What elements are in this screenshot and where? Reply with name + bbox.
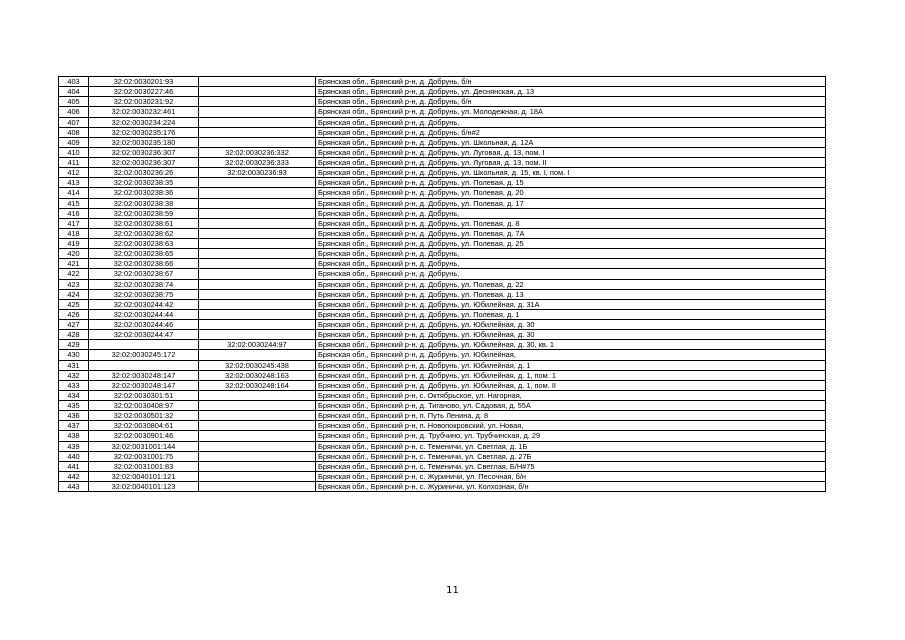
address-cell: Брянская обл., Брянский р-н, д. Добрунь, ул. Полевая, д. 7А: [316, 228, 826, 238]
table-row: [59, 340, 826, 350]
address-cell: Брянская обл., Брянский р-н, д. Добрунь,: [316, 259, 826, 269]
cadastral-number-cell: 32:02:0030245:172: [89, 350, 199, 360]
row-number-cell: 423: [59, 279, 89, 289]
cadastral-number-cell: 32:02:0030901:46: [89, 431, 199, 441]
related-cadastral-number-cell: [199, 239, 316, 249]
row-number-cell: 443: [59, 482, 89, 492]
table-row: [59, 431, 826, 441]
row-number-cell: 420: [59, 249, 89, 259]
cadastral-number-cell: 32:02:0030234:224: [89, 117, 199, 127]
related-cadastral-number-cell: [199, 107, 316, 117]
cadastral-number-cell: 32:02:0030227:46: [89, 87, 199, 97]
address-cell: Брянская обл., Брянский р-н, с. Журиничи, ул. Песочная, б/н: [316, 471, 826, 481]
cadastral-number-cell: 32:02:0030501:32: [89, 411, 199, 421]
property-register-table: [58, 76, 826, 492]
address-cell: Брянская обл., Брянский р-н, д. Добрунь, ул. Юбилейная, д. 1, пом. II: [316, 380, 826, 390]
address-cell: Брянская обл., Брянский р-н, п. Новопокровский, ул. Новая,: [316, 421, 826, 431]
row-number-cell: 424: [59, 289, 89, 299]
address-cell: Брянская обл., Брянский р-н, д. Добрунь, ул. Молодежная, д. 18А: [316, 107, 826, 117]
related-cadastral-number-cell: [199, 350, 316, 360]
table-row: [59, 441, 826, 451]
address-cell: Брянская обл., Брянский р-н, с. Теменичи, ул. Светлая, д. 1Б: [316, 441, 826, 451]
row-number-cell: 427: [59, 320, 89, 330]
cadastral-number-cell: 32:02:0030244:44: [89, 309, 199, 319]
table-row: [59, 461, 826, 471]
row-number-cell: 433: [59, 380, 89, 390]
table-row: [59, 350, 826, 360]
table-row: [59, 218, 826, 228]
table-row: [59, 77, 826, 87]
cadastral-number-cell: [89, 340, 199, 350]
row-number-cell: 438: [59, 431, 89, 441]
row-number-cell: 408: [59, 127, 89, 137]
cadastral-number-cell: 32:02:0030238:36: [89, 188, 199, 198]
cadastral-number-cell: 32:02:0030804:61: [89, 421, 199, 431]
table-row: [59, 279, 826, 289]
related-cadastral-number-cell: [199, 137, 316, 147]
address-cell: Брянская обл., Брянский р-н, д. Добрунь, ул. Полевая, д. 13: [316, 289, 826, 299]
row-number-cell: 428: [59, 330, 89, 340]
table-row: [59, 309, 826, 319]
address-cell: Брянская обл., Брянский р-н, д. Добрунь, ул. Луговая, д. 13, пом. I: [316, 147, 826, 157]
related-cadastral-number-cell: [199, 97, 316, 107]
address-cell: Брянская обл., Брянский р-н, д. Добрунь,: [316, 249, 826, 259]
table-row: [59, 299, 826, 309]
address-cell: Брянская обл., Брянский р-н, д. Добрунь, ул. Полевая, д. 17: [316, 198, 826, 208]
address-cell: Брянская обл., Брянский р-н, д. Добрунь, ул. Юбилейная, д. 1, пом. 1: [316, 370, 826, 380]
cadastral-number-cell: 32:02:0030238:75: [89, 289, 199, 299]
related-cadastral-number-cell: [199, 482, 316, 492]
address-cell: Брянская обл., Брянский р-н, д. Добрунь, б/н: [316, 97, 826, 107]
related-cadastral-number-cell: 32:02:0030236:332: [199, 147, 316, 157]
cadastral-number-cell: 32:02:0030238:61: [89, 218, 199, 228]
address-cell: Брянская обл., Брянский р-н, д. Добрунь, ул. Полевая, д. 25: [316, 239, 826, 249]
cadastral-number-cell: 32:02:0030235:176: [89, 127, 199, 137]
address-cell: Брянская обл., Брянский р-н, д. Добрунь,: [316, 269, 826, 279]
address-cell: Брянская обл., Брянский р-н, д. Добрунь, ул. Школьная, д. 12А: [316, 137, 826, 147]
related-cadastral-number-cell: [199, 461, 316, 471]
row-number-cell: 425: [59, 299, 89, 309]
table-row: [59, 158, 826, 168]
related-cadastral-number-cell: 32:02:0030248:164: [199, 380, 316, 390]
table-row: [59, 249, 826, 259]
cadastral-number-cell: 32:02:0040101:123: [89, 482, 199, 492]
address-cell: Брянская обл., Брянский р-н, с. Теменичи, ул. Светлая, д. 27Б: [316, 451, 826, 461]
row-number-cell: 439: [59, 441, 89, 451]
related-cadastral-number-cell: [199, 249, 316, 259]
related-cadastral-number-cell: [199, 188, 316, 198]
row-number-cell: 407: [59, 117, 89, 127]
table-row: [59, 188, 826, 198]
cadastral-number-cell: 32:02:0030232:461: [89, 107, 199, 117]
table-row: [59, 87, 826, 97]
cadastral-number-cell: 32:02:0030408:97: [89, 401, 199, 411]
row-number-cell: 409: [59, 137, 89, 147]
table-body: [59, 77, 826, 492]
cadastral-number-cell: 32:02:0030244:46: [89, 320, 199, 330]
cadastral-number-cell: 32:02:0030244:42: [89, 299, 199, 309]
row-number-cell: 412: [59, 168, 89, 178]
related-cadastral-number-cell: [199, 299, 316, 309]
address-cell: Брянская обл., Брянский р-н, д. Добрунь, ул. Полевая, д. 15: [316, 178, 826, 188]
address-cell: Брянская обл., Брянский р-н, д. Добрунь, ул. Деснянская, д. 13: [316, 87, 826, 97]
related-cadastral-number-cell: [199, 208, 316, 218]
row-number-cell: 429: [59, 340, 89, 350]
row-number-cell: 419: [59, 239, 89, 249]
related-cadastral-number-cell: [199, 421, 316, 431]
address-cell: Брянская обл., Брянский р-н, д. Добрунь, ул. Полевая, д. 20: [316, 188, 826, 198]
row-number-cell: 421: [59, 259, 89, 269]
table-row: [59, 451, 826, 461]
row-number-cell: 440: [59, 451, 89, 461]
row-number-cell: 413: [59, 178, 89, 188]
cadastral-number-cell: 32:02:0030248:147: [89, 370, 199, 380]
table-row: [59, 370, 826, 380]
related-cadastral-number-cell: [199, 320, 316, 330]
table-row: [59, 482, 826, 492]
address-cell: Брянская обл., Брянский р-н, д. Добрунь, б/н: [316, 77, 826, 87]
row-number-cell: 406: [59, 107, 89, 117]
address-cell: Брянская обл., Брянский р-н, п. Путь Ленина, д. 8: [316, 411, 826, 421]
related-cadastral-number-cell: [199, 228, 316, 238]
table-row: [59, 401, 826, 411]
related-cadastral-number-cell: 32:02:0030236:333: [199, 158, 316, 168]
row-number-cell: 405: [59, 97, 89, 107]
row-number-cell: 430: [59, 350, 89, 360]
cadastral-number-cell: 32:02:0030238:67: [89, 269, 199, 279]
related-cadastral-number-cell: [199, 309, 316, 319]
address-cell: Брянская обл., Брянский р-н, д. Тиганово, ул. Садовая, д. 55А: [316, 401, 826, 411]
related-cadastral-number-cell: [199, 77, 316, 87]
cadastral-number-cell: 32:02:0030231:92: [89, 97, 199, 107]
table-row: [59, 147, 826, 157]
address-cell: Брянская обл., Брянский р-н, д. Добрунь,: [316, 208, 826, 218]
cadastral-number-cell: 32:02:0030238:38: [89, 198, 199, 208]
address-cell: Брянская обл., Брянский р-н, д. Добрунь, б/н#2: [316, 127, 826, 137]
cadastral-number-cell: 32:02:0031001:144: [89, 441, 199, 451]
cadastral-number-cell: [89, 360, 199, 370]
table-row: [59, 228, 826, 238]
table-row: [59, 178, 826, 188]
address-cell: Брянская обл., Брянский р-н, д. Добрунь, ул. Юбилейная, д. 30: [316, 330, 826, 340]
related-cadastral-number-cell: [199, 259, 316, 269]
address-cell: Брянская обл., Брянский р-н, д. Трубчино, ул. Трубчинская, д. 29: [316, 431, 826, 441]
address-cell: Брянская обл., Брянский р-н, с. Теменичи, ул. Светлая, Б/Н#75: [316, 461, 826, 471]
address-cell: Брянская обл., Брянский р-н, д. Добрунь, ул. Юбилейная, д. 31А: [316, 299, 826, 309]
table-row: [59, 390, 826, 400]
address-cell: Брянская обл., Брянский р-н, с. Журиничи, ул. Колхозная, б/н: [316, 482, 826, 492]
cadastral-number-cell: 32:02:0030236:26: [89, 168, 199, 178]
related-cadastral-number-cell: [199, 471, 316, 481]
cadastral-number-cell: 32:02:0030238:35: [89, 178, 199, 188]
related-cadastral-number-cell: [199, 127, 316, 137]
row-number-cell: 442: [59, 471, 89, 481]
related-cadastral-number-cell: 32:02:0030245:438: [199, 360, 316, 370]
address-cell: Брянская обл., Брянский р-н, с. Октябрьское, ул. Нагорная,: [316, 390, 826, 400]
address-cell: Брянская обл., Брянский р-н, д. Добрунь, ул. Юбилейная, д. 1: [316, 360, 826, 370]
cadastral-number-cell: 32:02:0030238:59: [89, 208, 199, 218]
related-cadastral-number-cell: [199, 401, 316, 411]
address-cell: Брянская обл., Брянский р-н, д. Добрунь, ул. Школьная, д. 15, кв. I, пом. I: [316, 168, 826, 178]
table-row: [59, 411, 826, 421]
row-number-cell: 404: [59, 87, 89, 97]
row-number-cell: 418: [59, 228, 89, 238]
cadastral-number-cell: 32:02:0030201:93: [89, 77, 199, 87]
related-cadastral-number-cell: [199, 431, 316, 441]
related-cadastral-number-cell: [199, 330, 316, 340]
table-row: [59, 198, 826, 208]
table-row: [59, 239, 826, 249]
cadastral-number-cell: 32:02:0030244:47: [89, 330, 199, 340]
cadastral-number-cell: 32:02:0040101:121: [89, 471, 199, 481]
row-number-cell: 416: [59, 208, 89, 218]
table-row: [59, 97, 826, 107]
related-cadastral-number-cell: [199, 441, 316, 451]
related-cadastral-number-cell: [199, 289, 316, 299]
related-cadastral-number-cell: [199, 178, 316, 188]
cadastral-number-cell: 32:02:0030238:66: [89, 259, 199, 269]
related-cadastral-number-cell: [199, 411, 316, 421]
related-cadastral-number-cell: 32:02:0030236:93: [199, 168, 316, 178]
related-cadastral-number-cell: 32:02:0030244:97: [199, 340, 316, 350]
table-row: [59, 330, 826, 340]
row-number-cell: 431: [59, 360, 89, 370]
row-number-cell: 435: [59, 401, 89, 411]
related-cadastral-number-cell: [199, 198, 316, 208]
cadastral-number-cell: 32:02:0030238:65: [89, 249, 199, 259]
related-cadastral-number-cell: [199, 87, 316, 97]
table-row: [59, 471, 826, 481]
cadastral-number-cell: 32:02:0030301:51: [89, 390, 199, 400]
table-row: [59, 320, 826, 330]
cadastral-number-cell: 32:02:0030235:180: [89, 137, 199, 147]
row-number-cell: 437: [59, 421, 89, 431]
row-number-cell: 410: [59, 147, 89, 157]
page-number: 11: [446, 585, 459, 596]
row-number-cell: 417: [59, 218, 89, 228]
cadastral-number-cell: 32:02:0030248:147: [89, 380, 199, 390]
table-row: [59, 380, 826, 390]
cadastral-number-cell: 32:02:0030238:74: [89, 279, 199, 289]
cadastral-number-cell: 32:02:0030238:62: [89, 228, 199, 238]
cadastral-number-cell: 32:02:0030236:307: [89, 147, 199, 157]
address-cell: Брянская обл., Брянский р-н, д. Добрунь, ул. Полевая, д. 22: [316, 279, 826, 289]
table-row: [59, 107, 826, 117]
table-row: [59, 127, 826, 137]
row-number-cell: 441: [59, 461, 89, 471]
table-row: [59, 421, 826, 431]
table-row: [59, 269, 826, 279]
related-cadastral-number-cell: [199, 117, 316, 127]
row-number-cell: 415: [59, 198, 89, 208]
address-cell: Брянская обл., Брянский р-н, д. Добрунь, ул. Полевая, д. 1: [316, 309, 826, 319]
address-cell: Брянская обл., Брянский р-н, д. Добрунь, ул. Юбилейная, д. 30: [316, 320, 826, 330]
table-row: [59, 168, 826, 178]
row-number-cell: 436: [59, 411, 89, 421]
related-cadastral-number-cell: [199, 390, 316, 400]
cadastral-number-cell: 32:02:0031001:75: [89, 451, 199, 461]
table-row: [59, 259, 826, 269]
row-number-cell: 432: [59, 370, 89, 380]
table-row: [59, 360, 826, 370]
address-cell: Брянская обл., Брянский р-н, д. Добрунь, ул. Полевая, д. 8: [316, 218, 826, 228]
row-number-cell: 411: [59, 158, 89, 168]
cadastral-number-cell: 32:02:0030236:307: [89, 158, 199, 168]
cadastral-number-cell: 32:02:0030238:63: [89, 239, 199, 249]
related-cadastral-number-cell: [199, 269, 316, 279]
row-number-cell: 403: [59, 77, 89, 87]
row-number-cell: 434: [59, 390, 89, 400]
row-number-cell: 426: [59, 309, 89, 319]
address-cell: Брянская обл., Брянский р-н, д. Добрунь, ул. Юбилейная, д. 30, кв. 1: [316, 340, 826, 350]
table-row: [59, 208, 826, 218]
related-cadastral-number-cell: [199, 451, 316, 461]
table-row: [59, 117, 826, 127]
table-row: [59, 289, 826, 299]
related-cadastral-number-cell: [199, 218, 316, 228]
table-row: [59, 137, 826, 147]
address-cell: Брянская обл., Брянский р-н, д. Добрунь, ул. Юбилейная,: [316, 350, 826, 360]
row-number-cell: 414: [59, 188, 89, 198]
address-cell: Брянская обл., Брянский р-н, д. Добрунь, ул. Луговая, д. 13, пом. II: [316, 158, 826, 168]
address-cell: Брянская обл., Брянский р-н, д. Добрунь,: [316, 117, 826, 127]
cadastral-number-cell: 32:02:0031001:83: [89, 461, 199, 471]
related-cadastral-number-cell: 32:02:0030248:163: [199, 370, 316, 380]
related-cadastral-number-cell: [199, 279, 316, 289]
row-number-cell: 422: [59, 269, 89, 279]
